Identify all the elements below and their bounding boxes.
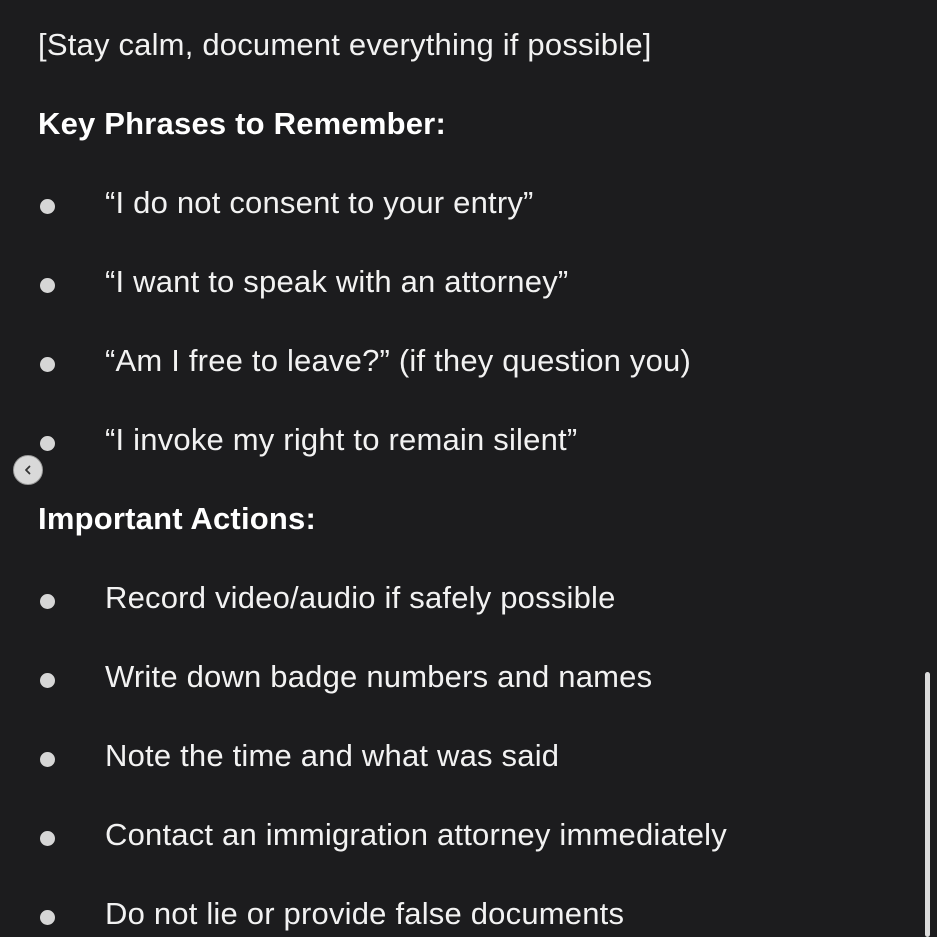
list-item [38, 183, 898, 223]
list-item-text: “Am I free to leave?” (if they question you) [105, 343, 692, 378]
bullet-dot-icon [40, 673, 55, 688]
list-item [38, 578, 898, 618]
list-item-text: Record video/audio if safely possible [105, 580, 616, 615]
bullet-dot-icon [40, 752, 55, 767]
list-item [38, 736, 898, 776]
list-item [38, 341, 898, 381]
important-actions-heading: Important Actions: [38, 501, 316, 536]
list-item-text: Do not lie or provide false documents [105, 896, 625, 931]
intro-line: [Stay calm, document everything if possible] [38, 27, 652, 62]
bullet-dot-icon [40, 278, 55, 293]
bullet-dot-icon [40, 831, 55, 846]
vertical-scrollbar[interactable] [925, 672, 930, 937]
list-item-text: “I do not consent to your entry” [105, 185, 534, 220]
list-item-text: Write down badge numbers and names [105, 659, 653, 694]
collapse-button[interactable] [13, 455, 43, 485]
list-item-text: Contact an immigration attorney immediately [105, 817, 727, 852]
bullet-dot-icon [40, 199, 55, 214]
list-item [38, 815, 898, 855]
bullet-dot-icon [40, 357, 55, 372]
list-item-text: Note the time and what was said [105, 738, 560, 773]
bullet-dot-icon [40, 594, 55, 609]
list-item [38, 420, 898, 460]
chevron-left-icon [22, 464, 34, 476]
bullet-dot-icon [40, 436, 55, 451]
list-item-text: “I want to speak with an attorney” [105, 264, 569, 299]
key-phrases-heading: Key Phrases to Remember: [38, 106, 446, 141]
list-item [38, 894, 898, 934]
bullet-dot-icon [40, 910, 55, 925]
list-item-text: “I invoke my right to remain silent” [105, 422, 578, 457]
list-item [38, 657, 898, 697]
list-item [38, 262, 898, 302]
